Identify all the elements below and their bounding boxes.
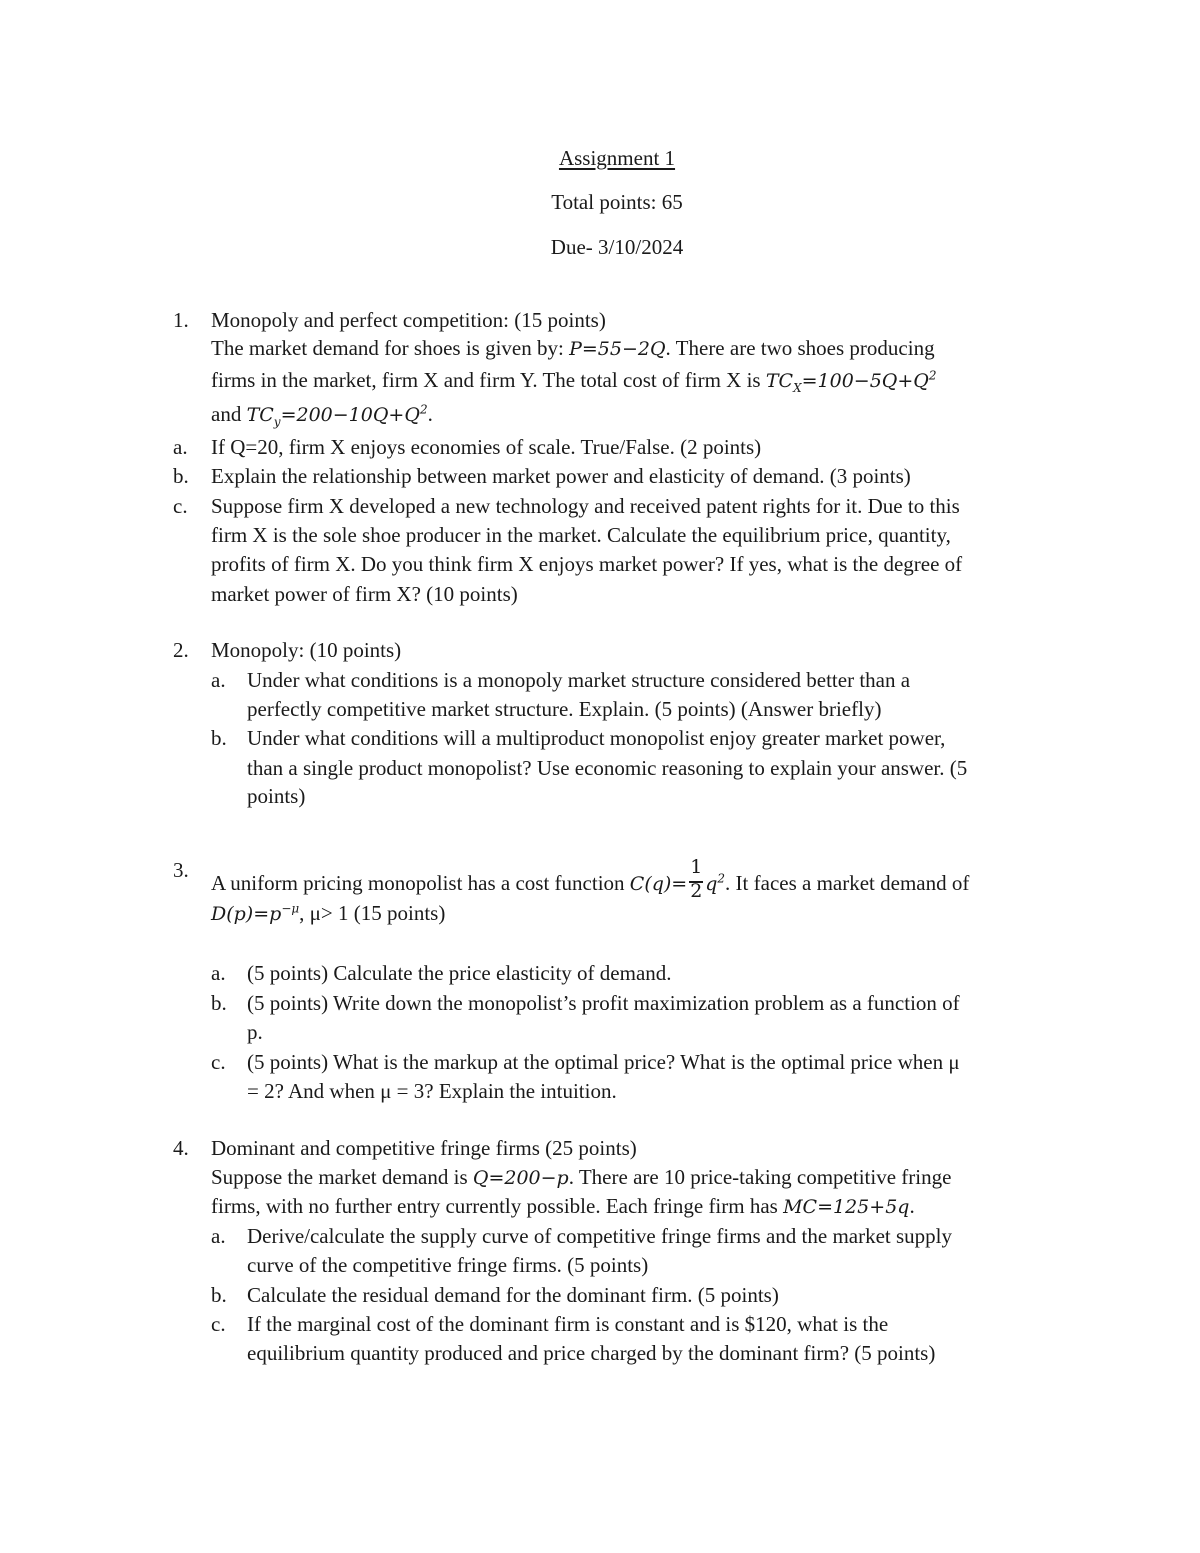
subquestion-label: b. bbox=[211, 1283, 227, 1307]
eq-part: q bbox=[705, 873, 718, 895]
subquestion-text: perfectly competitive market structure. Explain. (5 points) (Answer briefly) bbox=[247, 697, 882, 721]
subquestion-label: c. bbox=[173, 494, 188, 518]
text-run: . There are two shoes producing bbox=[665, 336, 935, 360]
question-text-line bbox=[211, 903, 445, 924]
question-number: 1. bbox=[173, 308, 189, 332]
subquestion-text: Explain the relationship between market power and elasticity of demand. (3 points) bbox=[211, 464, 911, 488]
equation: Q=200−p bbox=[472, 1167, 569, 1189]
text-run: Suppose the market demand is bbox=[211, 1165, 473, 1189]
subquestion-text: equilibrium quantity produced and price charged by the dominant firm? (5 points) bbox=[247, 1341, 936, 1365]
question-heading: Monopoly and perfect competition: (15 points) bbox=[211, 308, 606, 332]
eq-part: TC bbox=[246, 404, 274, 426]
subquestion-label: a. bbox=[173, 435, 188, 459]
equation: P=55−2Q bbox=[569, 338, 666, 360]
subquestion-label: b. bbox=[211, 991, 227, 1015]
assignment-title: Assignment 1 bbox=[558, 146, 676, 170]
question-text-line bbox=[211, 856, 970, 904]
question-text-line bbox=[211, 1167, 951, 1188]
fraction bbox=[687, 856, 705, 904]
subquestion-text: (5 points) Write down the monopolist’s profit maximization problem as a function of bbox=[247, 991, 960, 1015]
subquestion-label: b. bbox=[173, 464, 189, 488]
eq-part: =200−10Q+Q bbox=[280, 404, 420, 426]
question-text-line bbox=[211, 368, 937, 395]
text-run: The market demand for shoes is given by: bbox=[211, 336, 570, 360]
subquestion-text: Under what conditions will a multiproduct monopolist enjoy greater market power, bbox=[247, 726, 946, 750]
text-run: firms in the market, firm X and firm Y. The total cost of firm X is bbox=[211, 368, 766, 392]
subquestion-text: Derive/calculate the supply curve of competitive fringe firms and the market supply bbox=[247, 1224, 953, 1248]
subquestion-text: p. bbox=[247, 1020, 263, 1044]
question-heading: Monopoly: (10 points) bbox=[211, 638, 402, 662]
question-number: 4. bbox=[173, 1136, 189, 1160]
subquestion-text: points) bbox=[247, 784, 306, 808]
eq-part: C(q)= bbox=[629, 873, 688, 895]
eq-superscript: 2 bbox=[419, 402, 428, 417]
subquestion-label: a. bbox=[211, 961, 226, 985]
subquestion-text: (5 points) What is the markup at the optimal price? What is the optimal price when μ bbox=[247, 1050, 960, 1074]
total-points: Total points: 65 bbox=[551, 190, 683, 214]
subquestion-text: Suppose firm X developed a new technology and received patent rights for it. Due to this bbox=[211, 494, 960, 518]
text-run: A uniform pricing monopolist has a cost function bbox=[211, 871, 630, 895]
equation bbox=[246, 402, 428, 429]
subquestion-text: profits of firm X. Do you think firm X enjoys market power? If yes, what is the degree of bbox=[211, 552, 963, 576]
eq-part: =100−5Q+Q bbox=[801, 370, 929, 392]
eq-part: TC bbox=[765, 370, 794, 392]
due-date: Due- 3/10/2024 bbox=[550, 235, 684, 259]
text-run: . bbox=[427, 402, 433, 426]
fraction-numerator: 1 bbox=[690, 856, 703, 878]
subquestion-text: If Q=20, firm X enjoys economies of scale. True/False. (2 points) bbox=[211, 435, 762, 459]
subquestion-text: than a single product monopolist? Use economic reasoning to explain your answer. (5 bbox=[247, 756, 968, 780]
fraction-denominator: 2 bbox=[690, 880, 703, 902]
equation: MC=125+5q bbox=[783, 1196, 910, 1218]
eq-part: D(p)=p bbox=[211, 903, 282, 925]
question-number: 3. bbox=[173, 858, 189, 882]
subquestion-text: = 2? And when μ = 3? Explain the intuition. bbox=[247, 1079, 617, 1103]
subquestion-text: curve of the competitive fringe firms. (5 points) bbox=[247, 1253, 649, 1277]
question-number: 2. bbox=[173, 638, 189, 662]
subquestion-label: a. bbox=[211, 1224, 226, 1248]
subquestion-text: Calculate the residual demand for the dominant firm. (5 points) bbox=[247, 1283, 779, 1307]
subquestion-label: c. bbox=[211, 1050, 226, 1074]
question-text-line bbox=[211, 338, 935, 359]
subquestion-text: (5 points) Calculate the price elasticity of demand. bbox=[247, 961, 672, 985]
subquestion-label: c. bbox=[211, 1312, 226, 1336]
equation bbox=[629, 856, 726, 902]
text-run: firms, with no further entry currently possible. Each fringe firm has bbox=[211, 1194, 784, 1218]
text-run: . There are 10 price-taking competitive fringe bbox=[568, 1165, 952, 1189]
subquestion-label: b. bbox=[211, 726, 227, 750]
text-run: . It faces a market demand of bbox=[725, 871, 970, 895]
question-heading: Dominant and competitive fringe firms (25 points) bbox=[211, 1136, 637, 1160]
text-run: . bbox=[909, 1194, 915, 1218]
eq-subscript: X bbox=[793, 380, 802, 395]
subquestion-text: firm X is the sole shoe producer in the market. Calculate the equilibrium price, quantity, bbox=[211, 523, 951, 547]
eq-superscript: 2 bbox=[928, 368, 937, 383]
subquestion-text: Under what conditions is a monopoly market structure considered better than a bbox=[247, 668, 911, 692]
eq-subscript: y bbox=[273, 414, 281, 429]
eq-superscript: 2 bbox=[717, 871, 726, 886]
text-run: , μ> 1 (15 points) bbox=[299, 901, 446, 925]
question-text-line bbox=[211, 1196, 915, 1217]
text-run: and bbox=[211, 402, 247, 426]
subquestion-label: a. bbox=[211, 668, 226, 692]
question-text-line bbox=[211, 402, 433, 429]
subquestion-text: market power of firm X? (10 points) bbox=[211, 582, 518, 606]
equation bbox=[765, 368, 937, 395]
subquestion-text: If the marginal cost of the dominant firm is constant and is $120, what is the bbox=[247, 1312, 889, 1336]
eq-superscript: −μ bbox=[281, 901, 300, 916]
equation bbox=[211, 903, 299, 925]
